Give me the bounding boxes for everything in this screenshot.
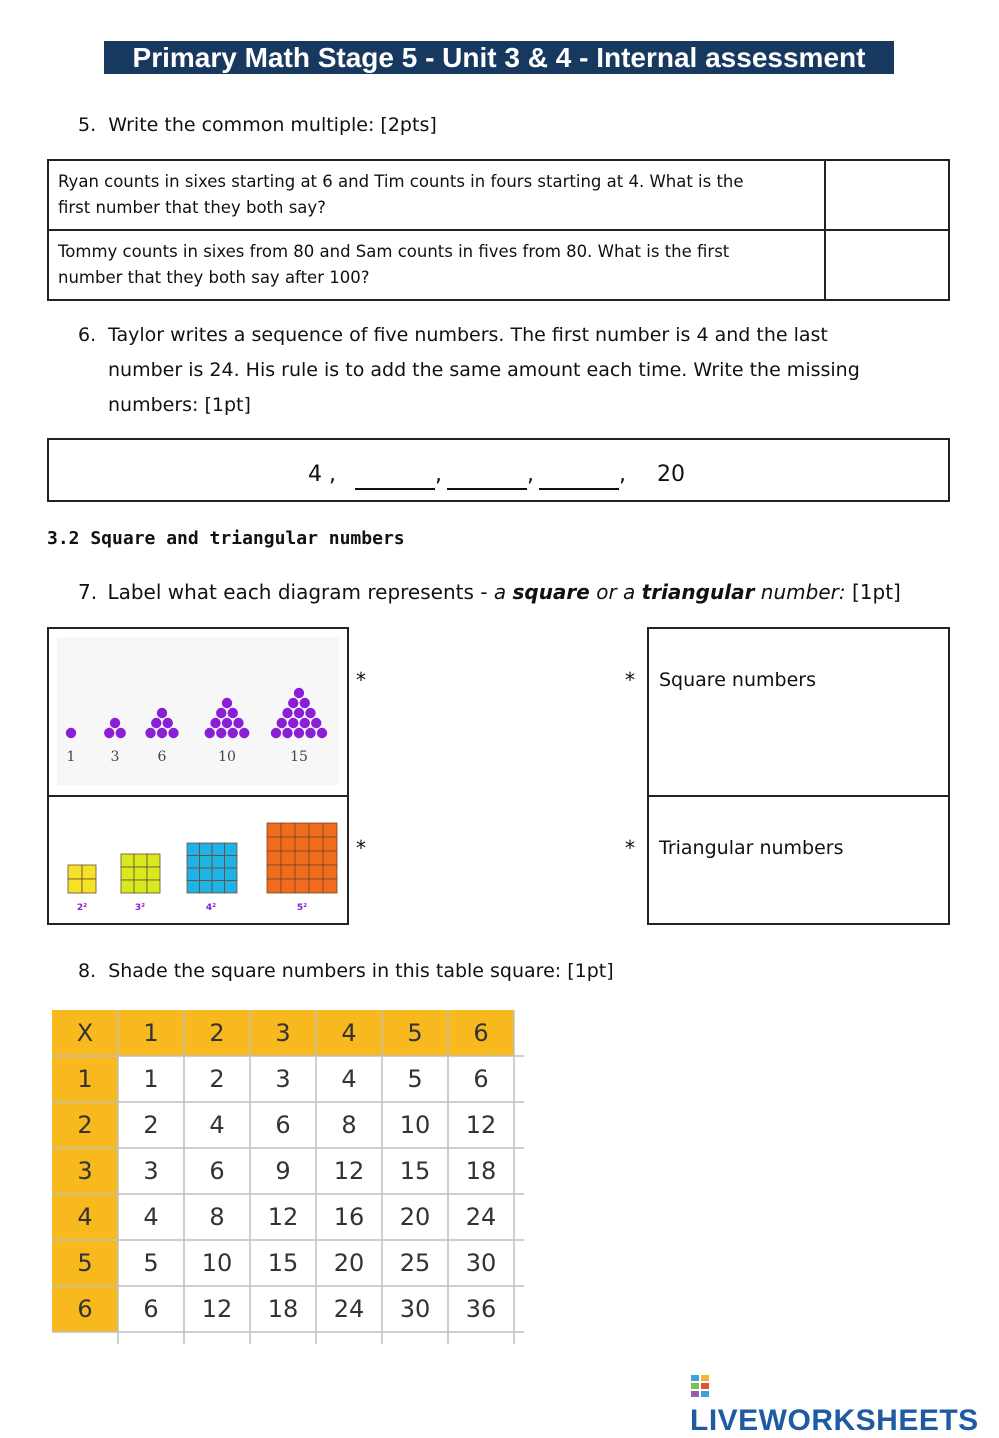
square-grids-illustration	[49, 797, 347, 923]
triangular-dot	[66, 728, 76, 738]
square-unit	[212, 843, 225, 856]
grid-cell[interactable]: 4	[184, 1102, 250, 1148]
grid-header-cell: 5	[382, 1010, 448, 1056]
match-point-left-2[interactable]: *	[356, 836, 366, 860]
option-square-numbers[interactable]: Square numbers	[647, 627, 950, 797]
triangular-dot	[216, 728, 226, 738]
liveworksheets-logo: LIVEWORKSHEETS	[690, 1370, 999, 1438]
question-6	[78, 318, 96, 353]
square-unit	[212, 881, 225, 894]
triangular-dot	[317, 728, 327, 738]
question-text: Taylor writes a sequence of five numbers. The first number is 4 and the last number is 24. His rule is to add the same amount each time. Write the missing numbers: [1pt]	[108, 324, 860, 416]
triangular-dot	[288, 698, 298, 708]
grid-cell[interactable]: 6	[250, 1102, 316, 1148]
match-point-right-2[interactable]: *	[625, 836, 635, 860]
grid-cell[interactable]: 5	[382, 1056, 448, 1102]
grid-row-header: 4	[52, 1194, 118, 1240]
square-unit	[121, 854, 134, 867]
triangular-dot	[271, 728, 281, 738]
grid-cell[interactable]: 30	[382, 1286, 448, 1332]
square-unit	[309, 851, 323, 865]
triangular-dot	[311, 718, 321, 728]
triangular-dots-illustration	[49, 629, 347, 795]
grid-cell[interactable]: 36	[448, 1286, 514, 1332]
square-unit	[281, 851, 295, 865]
question-number: 7.	[78, 580, 98, 604]
square-unit	[295, 879, 309, 893]
square-unit	[134, 880, 147, 893]
grid-cell[interactable]: 2	[118, 1102, 184, 1148]
grid-cell[interactable]: 18	[250, 1286, 316, 1332]
grid-cell[interactable]: 6	[184, 1148, 250, 1194]
grid-cell[interactable]: 6	[448, 1056, 514, 1102]
square-unit	[267, 837, 281, 851]
tri-label: 3	[110, 749, 120, 765]
grid-cell[interactable]: 10	[382, 1102, 448, 1148]
square-unit	[267, 851, 281, 865]
question-cell: Tommy counts in sixes from 80 and Sam counts in fives from 80. What is the first number that they both say after 100?	[48, 230, 825, 300]
tri-label: 10	[218, 749, 236, 765]
grid-cell[interactable]: 15	[382, 1148, 448, 1194]
option-triangular-numbers[interactable]: Triangular numbers	[647, 795, 950, 925]
sequence-first: 4 ,	[308, 462, 336, 487]
grid-header-cell: 2	[184, 1010, 250, 1056]
square-unit	[295, 837, 309, 851]
match-point-left-1[interactable]: *	[356, 668, 366, 692]
square-unit	[281, 837, 295, 851]
grid-cell[interactable]: 6	[118, 1286, 184, 1332]
square-unit	[309, 879, 323, 893]
grid-cell[interactable]: 8	[316, 1102, 382, 1148]
square-unit	[187, 881, 200, 894]
grid-cell[interactable]: 4	[118, 1194, 184, 1240]
grid-lines	[52, 1010, 524, 1344]
grid-header-cell: 6	[448, 1010, 514, 1056]
triangular-dot	[157, 708, 167, 718]
triangular-dot	[163, 718, 173, 728]
square-unit	[281, 865, 295, 879]
triangular-dot	[282, 708, 292, 718]
grid-cell[interactable]: 15	[250, 1240, 316, 1286]
square-unit	[267, 865, 281, 879]
square-unit	[200, 868, 213, 881]
square-unit	[281, 879, 295, 893]
grid-cell[interactable]: 30	[448, 1240, 514, 1286]
square-unit	[134, 854, 147, 867]
square-unit	[225, 868, 238, 881]
triangular-dot	[210, 718, 220, 728]
answer-field[interactable]	[825, 160, 949, 230]
match-point-right-1[interactable]: *	[625, 668, 635, 692]
grid-corner: X	[52, 1010, 118, 1056]
square-unit	[68, 879, 82, 893]
square-unit	[68, 865, 82, 879]
square-unit	[187, 868, 200, 881]
square-unit	[323, 865, 337, 879]
triangular-dot	[145, 728, 155, 738]
question-text: Write the common multiple: [2pts]	[108, 114, 437, 136]
triangular-dot	[205, 728, 215, 738]
question-text: Shade the square numbers in this table square: [1pt]	[108, 960, 614, 982]
square-unit	[121, 867, 134, 880]
question-cell: Ryan counts in sixes starting at 6 and Tim counts in fours starting at 4. What is the first number that they both say?	[48, 160, 825, 230]
grid-cell[interactable]: 16	[316, 1194, 382, 1240]
grid-row-header: 3	[52, 1148, 118, 1194]
question-8	[78, 954, 614, 989]
triangular-dot	[233, 718, 243, 728]
table-row	[48, 230, 949, 300]
table-row	[48, 160, 949, 230]
square-unit	[267, 823, 281, 837]
square-unit	[121, 880, 134, 893]
square-unit	[187, 856, 200, 869]
grid-row-header: 6	[52, 1286, 118, 1332]
grid-header-cell: 4	[316, 1010, 382, 1056]
grid-header-cell: 1	[118, 1010, 184, 1056]
triangular-dot	[305, 708, 315, 718]
square-unit	[281, 823, 295, 837]
triangular-dot	[288, 718, 298, 728]
tri-label: 15	[290, 749, 308, 765]
triangular-dot	[116, 728, 126, 738]
grid-cell[interactable]: 4	[316, 1056, 382, 1102]
square-unit	[225, 843, 238, 856]
square-unit	[147, 880, 160, 893]
triangular-dot	[305, 728, 315, 738]
grid-cell[interactable]: 10	[184, 1240, 250, 1286]
triangular-dot	[157, 728, 167, 738]
square-unit	[225, 881, 238, 894]
sequence-blank-2[interactable]	[447, 488, 527, 490]
square-unit	[225, 856, 238, 869]
question-5	[78, 108, 437, 143]
question-number: 8.	[78, 960, 97, 982]
triangular-dot	[104, 728, 114, 738]
multiplication-grid	[52, 1010, 524, 1344]
square-diagram[interactable]	[47, 795, 349, 925]
square-unit	[295, 865, 309, 879]
square-unit	[323, 837, 337, 851]
square-unit	[309, 837, 323, 851]
grid-cell[interactable]: 2	[184, 1056, 250, 1102]
page-title: Primary Math Stage 5 - Unit 3 & 4 - Internal assessment	[104, 41, 894, 74]
triangular-dot	[294, 708, 304, 718]
grid-cell[interactable]: 9	[250, 1148, 316, 1194]
section-heading: 3.2 Square and triangular numbers	[47, 528, 405, 549]
square-unit	[323, 851, 337, 865]
logo-icon	[690, 1374, 710, 1398]
sequence-last: 20	[657, 462, 685, 487]
tri-label: 6	[157, 749, 167, 765]
square-unit	[212, 868, 225, 881]
square-unit	[309, 823, 323, 837]
square-unit	[200, 881, 213, 894]
grid-cell[interactable]: 24	[316, 1286, 382, 1332]
square-unit	[82, 879, 96, 893]
triangular-dot	[294, 728, 304, 738]
triangular-dot	[228, 708, 238, 718]
grid-cell[interactable]: 3	[250, 1056, 316, 1102]
grid-cell[interactable]: 24	[448, 1194, 514, 1240]
square-label: 2²	[76, 903, 88, 913]
triangular-dot	[282, 728, 292, 738]
tri-label: 1	[66, 749, 76, 765]
square-unit	[200, 843, 213, 856]
grid-row-header: 5	[52, 1240, 118, 1286]
square-label: 5²	[296, 903, 308, 913]
triangular-dot	[300, 698, 310, 708]
square-unit	[200, 856, 213, 869]
square-unit	[147, 854, 160, 867]
grid-cell[interactable]: 5	[118, 1240, 184, 1286]
triangular-dot	[151, 718, 161, 728]
sequence-blank-1[interactable]	[355, 488, 435, 490]
grid-cell[interactable]: 12	[184, 1286, 250, 1332]
square-label: 4²	[205, 903, 217, 913]
triangular-dot	[222, 718, 232, 728]
answer-field[interactable]	[825, 230, 949, 300]
grid-cell[interactable]: 1	[118, 1056, 184, 1102]
square-unit	[82, 865, 96, 879]
square-unit	[295, 851, 309, 865]
square-unit	[212, 856, 225, 869]
square-unit	[267, 879, 281, 893]
square-unit	[295, 823, 309, 837]
grid-header-cell: 3	[250, 1010, 316, 1056]
square-unit	[187, 843, 200, 856]
triangular-dot	[222, 698, 232, 708]
triangular-dot	[294, 688, 304, 698]
square-unit	[134, 867, 147, 880]
grid-cell[interactable]: 12	[316, 1148, 382, 1194]
triangular-dot	[239, 728, 249, 738]
grid-cell[interactable]: 8	[184, 1194, 250, 1240]
question-7: 7. Label what each diagram represents - a square or a triangular number: [1pt]	[78, 580, 901, 604]
square-unit	[309, 865, 323, 879]
question-number: 6.	[78, 324, 97, 346]
square-label: 3²	[134, 903, 146, 913]
grid-cell[interactable]: 12	[448, 1102, 514, 1148]
grid-cell[interactable]: 3	[118, 1148, 184, 1194]
triangular-dot	[168, 728, 178, 738]
grid-cell[interactable]: 18	[448, 1148, 514, 1194]
sequence-blank-3[interactable]	[539, 488, 619, 490]
grid-cell[interactable]: 20	[316, 1240, 382, 1286]
grid-cell[interactable]: 12	[250, 1194, 316, 1240]
square-unit	[323, 879, 337, 893]
triangular-dot	[216, 708, 226, 718]
triangular-dot	[110, 718, 120, 728]
sequence-box	[47, 438, 950, 502]
grid-cell[interactable]: 25	[382, 1240, 448, 1286]
square-unit	[323, 823, 337, 837]
triangular-dot	[228, 728, 238, 738]
grid-row-header: 1	[52, 1056, 118, 1102]
triangular-dot	[277, 718, 287, 728]
common-multiple-table	[47, 159, 950, 301]
triangular-diagram[interactable]	[47, 627, 349, 797]
triangular-dot	[300, 718, 310, 728]
question-number: 5.	[78, 114, 97, 136]
grid-row-header: 2	[52, 1102, 118, 1148]
square-unit	[147, 867, 160, 880]
grid-cell[interactable]: 20	[382, 1194, 448, 1240]
